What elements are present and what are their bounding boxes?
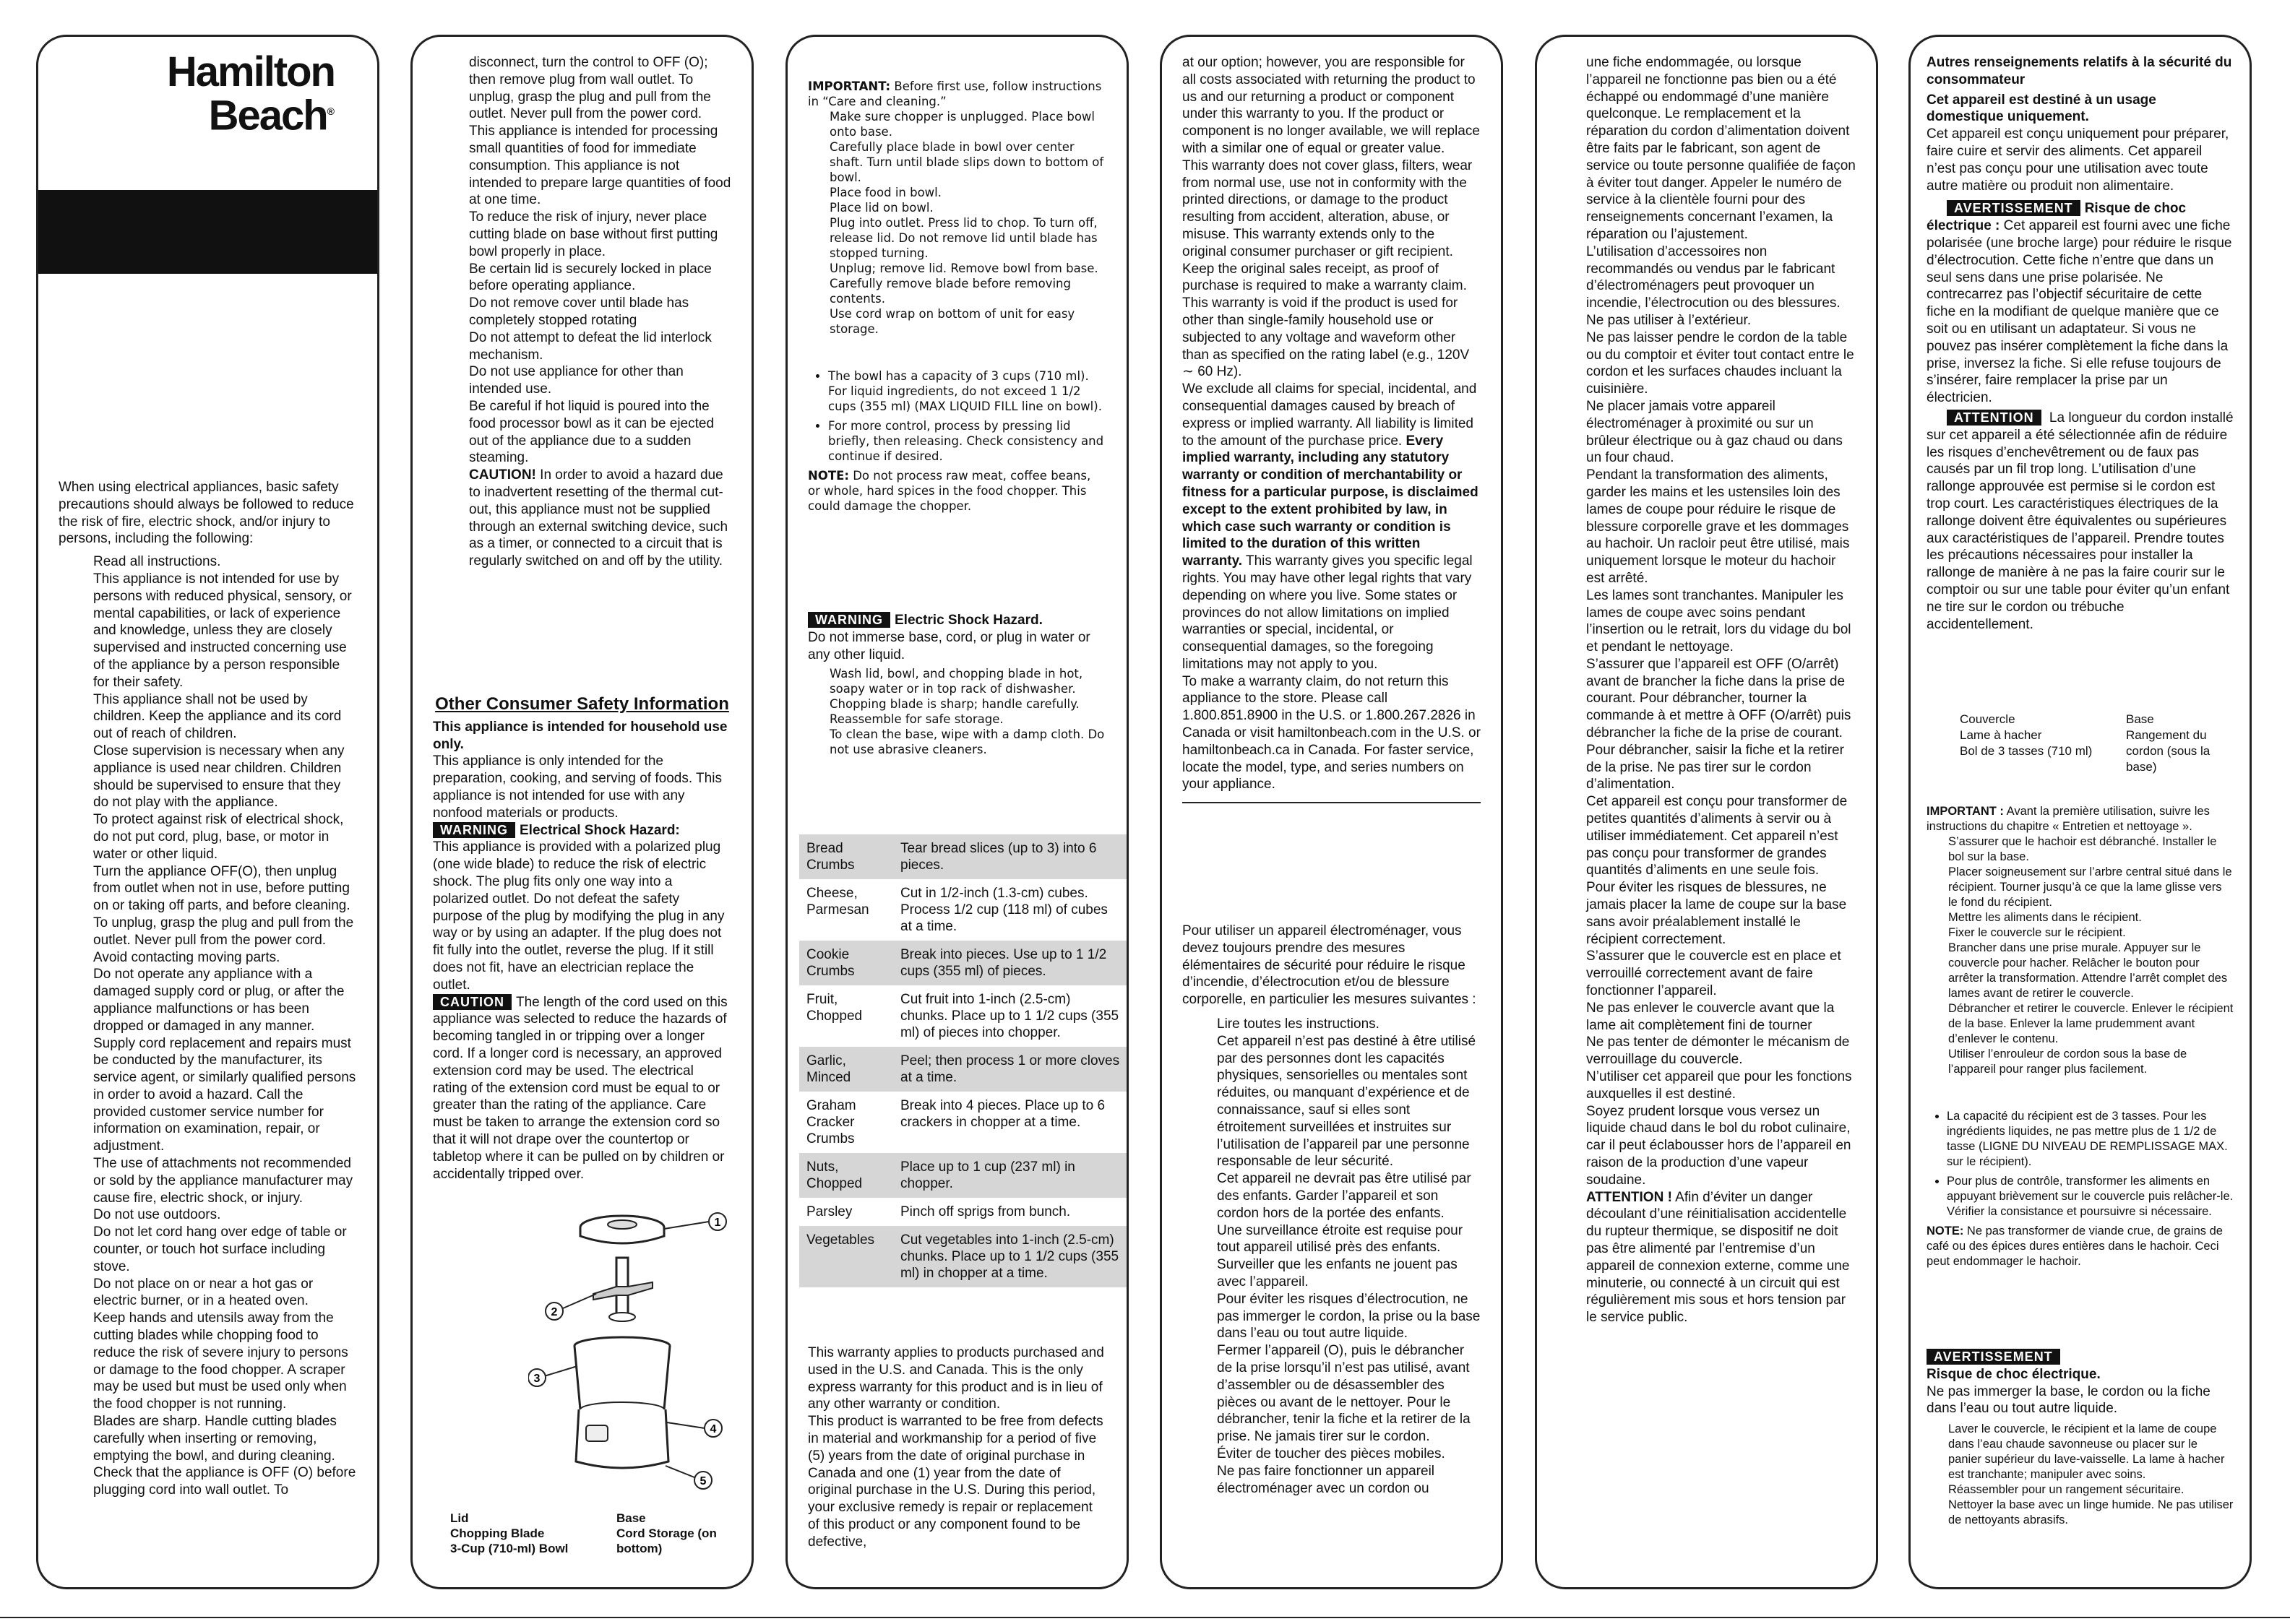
panel-4	[1160, 35, 1503, 1589]
avertissement-text: Cet appareil est fourni avec une fiche polarisée (une broche large) pour réduire le risque d’électrocution. Cette fiche n’entre que dans un seul sens dans une prise polarisée. Ne contrecarrez pas l’objectif sécuritaire de cette fiche en la modifiant de quelque manière que ce soit ou en utilisant un adaptateur. Si vous ne pouvez pas insérer complètement la fiche dans la prise, inversez la fiche. Si elle refuse toujours de s’insérer, faire remplacer la prise par un électricien.	[1927, 218, 2232, 406]
part-label: Chopping Blade	[450, 1526, 545, 1540]
care-step: Réassembler pour un rangement sécuritaire.	[1948, 1483, 2184, 1497]
table-row	[799, 1226, 1128, 1287]
safety-item: To reduce the risk of injury, never place cutting blade on base without first putting bowl properly in place.	[469, 210, 718, 259]
food-instructions: Cut fruit into 1-inch (2.5-cm) chunks. Place up to 1 1/2 cups (355 ml) of pieces into chopper.	[900, 992, 1119, 1040]
other-safety-title: Other Consumer Safety Information	[435, 694, 729, 714]
safety-item: This appliance shall not be used by children. Keep the appliance and its cord out of reach of children.	[93, 691, 342, 742]
callout-2	[546, 1294, 596, 1320]
care-step: To clean the base, wipe with a damp cloth. Do not use abrasive cleaners.	[830, 727, 1105, 757]
french-safety-item: Ne pas faire fonctionner un appareil électroménager avec un cordon ou	[1217, 1463, 1435, 1496]
caution-cord-text: The length of the cord used on this appliance was selected to reduce the hazards of becoming tangled in or tripping over a longer cord. If a longer cord is necessary, an approved extension cord may be used. The electrical rating of the extension cord must be equal to or greater than the rating of the appliance. Care must be taken to arrange the extension cord so that it will not drape over the countertop or tabletop where it can be pulled on by children or accidentally tripped over.	[433, 994, 728, 1182]
french-safety-item: Une surveillance étroite est requise pour tout appareil utilisé près des enfants. Surveiller que les enfants ne jouent pas avec l’appareil.	[1217, 1222, 1463, 1290]
callout-5-label: 5	[700, 1475, 707, 1487]
safety-item: Do not place on or near a hot gas or electric burner, or in a heated oven.	[93, 1276, 314, 1309]
callout-2-label: 2	[551, 1306, 558, 1318]
warranty-continued	[1182, 54, 1481, 803]
food-instructions: Place up to 1 cup (237 ml) in chopper.	[893, 1153, 1128, 1198]
attention-tag: ATTENTION	[1947, 410, 2041, 426]
part-label: Lid	[450, 1511, 469, 1525]
attention-cord-text: La longueur du cordon installé sur cet appareil a été sélectionnée afin de réduire les risques d’enchevêtrement ou de faux pas causés par un fil trop long. L’utilisation d’une rallonge approuvée est permise si le cordon est trop court. Les caractéristiques électriques de la rallonge doivent être équivalentes ou supérieures aux caractéristiques de l’appareil. Prendre toutes les précautions nécessaires pour installer la rallonge de manière à ne pas la faire courir sur le comptoir ou sur une table pour éviter qu’un enfant ne tire sur le cordon ou trébuche accidentellement.	[1927, 410, 2234, 632]
french-parts-list	[1960, 712, 2234, 775]
usage-step: Brancher dans une prise murale. Appuyer sur le couvercle pour hacher. Relâcher le bouton pour arrêter la transformation. Attendre l’arrêt complet des lames avant de retirer le couvercle.	[1948, 941, 2228, 1000]
french-safety-item: Pendant la transformation des aliments, garder les mains et les ustensiles loin des lames de coupe pour réduire le risque de blessure corporelle grave et les dommages au hachoir. Un racloir peut être utilisé, mais uniquement lorsque le moteur du hachoir est arrêté.	[1586, 467, 1850, 586]
safety-item: Do not let cord hang over edge of table or counter, or touch hot surface including stove.	[93, 1225, 347, 1274]
callout-1-label: 1	[714, 1217, 721, 1229]
caution-tag: CAUTION	[433, 994, 512, 1010]
safety-item: Do not operate any appliance with a damaged supply cord or plug, or after the appliance malfunctions or has been dropped or damaged in any manner. Supply cord replacement and repairs must be conducted by the manufacturer, its service agent, or similarly qualified persons in order to avoid a hazard. Call the provided customer service number for information on examination, repair, or adjustment.	[93, 967, 356, 1154]
usage-step: Utiliser l’enrouleur de cordon sous la base de l’appareil pour ranger plus facilement.	[1948, 1048, 2187, 1076]
food-name: Bread Crumbs	[799, 834, 893, 879]
safety-item: Be certain lid is securely locked in place before operating appliance.	[469, 261, 712, 294]
table-row	[799, 1092, 1128, 1153]
panel-6	[1908, 35, 2252, 1589]
warranty-paragraph: This warranty applies to products purchased and used in the U.S. and Canada. This is the only express warranty for this product and is in lieu of any other warranty or condition.	[808, 1345, 1104, 1412]
logo-line-1: Hamilton	[166, 48, 335, 95]
french-safety-item: Pour éviter les risques d’électrocution, ne pas immerger le cordon, la prise ou la base dans l’eau ou tout autre liquide.	[1217, 1291, 1481, 1342]
food-instructions: Cut in 1/2-inch (1.3-cm) cubes. Process 1/2 cup (118 ml) of cubes at a time.	[900, 886, 1108, 934]
food-instructions: Cut vegetables into 1-inch (2.5-cm) chunks. Place up to 1 1/2 cups (355 ml) in chopper at a time.	[893, 1226, 1128, 1287]
french-safety-item: L’utilisation d’accessoires non recommandés ou vendus par le fabricant d’électroménagers peut provoquer un incendie, l’électrocution ou des blessures.	[1586, 243, 1841, 311]
french-safety-item: Pour éviter les risques de blessures, ne jamais placer la lame de coupe sur la base sans avoir préalablement installé le récipient correctement.	[1586, 880, 1847, 947]
attention-text: Afin d’éviter un danger découlant d’une réinitialisation accidentelle du rupteur thermique, se dispositif ne doit pas être alimenté par l’entremise d’un appareil de connexion externe, comme une minuterie, ou connecté à un circuit qui est régulièrement mis sous et hors tension par le service public.	[1586, 1189, 1850, 1326]
french-safety-item: Cet appareil n’est pas destiné à être utilisé par des personnes dont les capacités physiques, sensorielles ou mentales sont réduites, ou manquant d’expérience et de connaissance, sauf si elles sont étroitement surveillées et instruites sur l’utilisation de l’appareil par une personne responsable de leur sécurité.	[1217, 1033, 1476, 1170]
safety-item: Keep hands and utensils away from the cutting blades while chopping food to reduce the risk of severe injury to persons or damage to the food chopper. A scraper may be used but must be used only when the food chopper is not running.	[93, 1310, 348, 1412]
tip-bullet: • Pour plus de contrôle, transformer les aliments en appuyant brièvement sur le couvercle puis relâcher-le. Vérifier la consistance et poursuivre si nécessaire.	[1947, 1174, 2234, 1219]
blade-drawing	[593, 1258, 653, 1321]
chopper-illustration	[528, 1193, 745, 1496]
callout-5	[666, 1466, 712, 1489]
warranty-paragraph: This product is warranted to be free from defects in material and workmanship for a period of five (5) years from the date of original purchase in Canada and one (1) year from the date of original purchase in the U.S. During this period, your exclusive remedy is repair or replacement of this product or any component found to be defective,	[808, 1414, 1103, 1550]
safety-intro-block	[59, 479, 357, 1499]
part-label: Rangement du cordon (sous la base)	[2126, 728, 2211, 774]
french-household-heading: Cet appareil est destiné à un usage domestique uniquement.	[1927, 92, 2156, 125]
safety-item: Turn the appliance OFF(O), then unplug from outlet when not in use, before putting on or taking off parts, and before cleaning. To unplug, grasp the plug and pull from the outlet. Never pull from the power cord.	[93, 863, 354, 948]
french-intro: Pour utiliser un appareil électroménager, vous devez toujours prendre des mesures élémentaires de sécurité pour réduire le risque d’incendie, d’électrocution et/ou de blessure corporelle, en particulier les mesures suivantes :	[1182, 923, 1476, 1008]
usage-step: Carefully place blade in bowl over center shaft. Turn until blade slips down to bottom of bowl.	[830, 140, 1104, 184]
french-safety-item: Ne pas enlever le couvercle avant que la lame ait complètement fini de tourner	[1586, 1000, 1835, 1033]
food-name: Cookie Crumbs	[799, 941, 893, 985]
avertissement-tag: AVERTISSEMENT	[1927, 1349, 2060, 1365]
safety-item: To protect against risk of electrical shock, do not put cord, plug, base, or motor in water or other liquid.	[93, 812, 344, 862]
avertissement-heading: Risque de choc électrique.	[1927, 1366, 2101, 1382]
usage-block	[808, 79, 1106, 514]
usage-step: S’assurer que le hachoir est débranché. Installer le bol sur la base.	[1948, 835, 2217, 863]
usage-step: Placer soigneusement sur l’arbre central situé dans le récipient. Tourner jusqu’à ce que la lame glisse vers le fond du récipient.	[1948, 865, 2232, 909]
french-safety-item: S’assurer que le couvercle est en place et verrouillé correctement avant de faire fonctionner l’appareil.	[1586, 949, 1841, 999]
french-safety-item: Soyez prudent lorsque vous versez un liquide chaud dans le bol du robot culinaire, car il peut éclabousser hors de l’appareil en raison de la production d’une vapeur soudaine.	[1586, 1103, 1851, 1188]
safety-item: disconnect, turn the control to OFF (O); then remove plug from wall outlet. To unplug, grasp the plug and pull from the outlet. Never pull from the power cord.	[469, 55, 711, 122]
warning-text: This appliance is provided with a polarized plug (one wide blade) to reduce the risk of electric shock. The plug fits only one way into a polarized outlet. Do not defeat the safety purpose of the plug by modifying the plug in any way or by using an adapter. If the plug does not fit fully into the outlet, reverse the plug. If it still does not fit, have an electrician replace the outlet.	[433, 839, 725, 993]
warranty-rights: This warranty gives you specific legal rights. You may have other legal rights that vary depending on where you live. Some states or provinces do not allow limitations on implied warranties or special, incidental, or consequential damages, so the foregoing limitations may not apply to you.	[1182, 553, 1473, 672]
panel-3	[785, 35, 1129, 1589]
important-text: Before first use, follow instructions in “Care and cleaning.”	[808, 79, 1102, 108]
french-other-title: Autres renseignements relatifs à la sécurité du consommateur	[1927, 55, 2232, 87]
logo-line-2: Beach	[208, 92, 327, 139]
french-safety-item: Éviter de toucher des pièces mobiles.	[1217, 1446, 1445, 1461]
panel-5	[1535, 35, 1878, 1589]
note-text: Do not process raw meat, coffee beans, or whole, hard spices in the food chopper. This could damage the chopper.	[808, 469, 1091, 513]
care-step: Laver le couvercle, le récipient et la lame de coupe dans l’eau chaude savonneuse ou placer sur le panier supérieur du lave-vaisselle. La lame à hacher est tranchante; manipuler avec soins.	[1948, 1422, 2225, 1482]
tip-bullet: • La capacité du récipient est de 3 tasses. Pour les ingrédients liquides, ne pas mettre plus de 1 1/2 de tasse (LIGNE DU NIVEAU DE REMPLISSAGE MAX. sur le récipient).	[1947, 1109, 2234, 1170]
french-safety-block	[1182, 923, 1481, 1497]
care-step: Wash lid, bowl, and chopping blade in hot, soapy water or in top rack of dishwasher. Chopping blade is sharp; handle carefully.	[830, 667, 1083, 712]
food-instructions: Pinch off sprigs from bunch.	[900, 1204, 1071, 1219]
food-instructions: Break into 4 pieces. Place up to 6 crackers in chopper at a time.	[900, 1098, 1106, 1130]
usage-step: Fixer le couvercle sur le récipient.	[1948, 926, 2126, 939]
part-label: Couvercle	[1960, 712, 2015, 726]
usage-step: Place lid on bowl.	[830, 201, 934, 215]
warranty-claim: To make a warranty claim, do not return this appliance to the store. Please call 1.800.851.8900 in the U.S. or 1.800.267.2826 in Canada or visit hamiltonbeach.com in the U.S. or hamiltonbeach.ca in Canada. For faster service, locate the model, type, and series numbers on your appliance.	[1182, 673, 1481, 792]
callout-4-label: 4	[710, 1423, 717, 1435]
food-name: Graham Cracker Crumbs	[806, 1098, 856, 1146]
french-other-safety	[1927, 54, 2234, 633]
bowl-drawing	[574, 1337, 670, 1417]
important-lead: IMPORTANT:	[808, 79, 891, 93]
callout-1	[664, 1213, 726, 1230]
part-label: 3-Cup (710-ml) Bowl	[450, 1542, 569, 1555]
warranty-exclusions: We exclude all claims for special, incidental, and consequential damages caused by breach of express or implied warranty. All liability is limited to the amount of the purchase price.	[1182, 381, 1477, 449]
cleaning-block	[808, 612, 1106, 757]
avertissement-text: Ne pas immerger la base, le cordon ou la fiche dans l’eau ou tout autre liquide.	[1927, 1383, 2211, 1417]
part-label: Lame à hacher	[1960, 728, 2042, 742]
table-row	[799, 834, 1128, 879]
food-name: Garlic, Minced	[799, 1047, 893, 1092]
warning-text: Do not immerse base, cord, or plug in water or any other liquid.	[808, 629, 1090, 662]
callout-3-label: 3	[533, 1373, 541, 1385]
safety-item: Avoid contacting moving parts.	[93, 949, 280, 965]
french-safety-item: Cet appareil ne devrait pas être utilisé par des enfants. Garder l’appareil et son cordon hors de la portée des enfants.	[1217, 1171, 1471, 1221]
safety-item: The use of attachments not recommended or sold by the appliance manufacturer may cause fire, electric shock, or injury.	[93, 1156, 353, 1206]
safety-item: Read all instructions.	[93, 554, 221, 570]
household-use-text: This appliance is only intended for the preparation, cooking, and serving of foods. This appliance is not intended for use with any nonfood materials or products.	[433, 753, 722, 821]
attention-lead: ATTENTION !	[1586, 1189, 1672, 1205]
french-safety-item: Les lames sont tranchantes. Manipuler les lames de coupe avec soins pendant l’insertion ou le retrait, lors du vidage du bol et pendant le nettoyage.	[1586, 587, 1851, 655]
french-safety-item: Cet appareil est conçu pour transformer de petites quantités d’aliments à servir ou à utiliser immédiatement. Cet appareil n’est pas conçu pour transformer de grandes quantités d’aliments en une seule fois.	[1586, 794, 1848, 878]
safety-item: This appliance is not intended for use by persons with reduced physical, sensory, or mental capabilities, or lack of experience and knowledge, unless they are closely supervised and instructed concerning use of the appliance by a person responsible for their safety.	[93, 571, 352, 690]
lid-drawing	[580, 1216, 664, 1243]
warning-tag: WARNING	[433, 822, 515, 838]
food-instructions: Tear bread slices (up to 3) into 6 pieces.	[893, 834, 1128, 879]
callout-3	[528, 1366, 577, 1386]
safety-item: Do not use outdoors.	[93, 1207, 221, 1223]
french-safety-continued	[1557, 54, 1856, 1326]
usage-step: Débrancher et retirer le couvercle. Enlever le récipient de la base. Enlever la lame prudemment avant d’enlever le contenu.	[1948, 1002, 2234, 1045]
tip-bullet: • For more control, process by pressing lid briefly, then releasing. Check consistency and continue if desired.	[828, 418, 1106, 464]
logo-mark: ®	[327, 105, 335, 117]
title-bar	[38, 190, 377, 274]
french-safety-item: N’utiliser cet appareil que pour les fonctions auxquelles il est destiné.	[1586, 1069, 1852, 1102]
french-cleaning-block	[1927, 1349, 2234, 1528]
usage-step: Mettre les aliments dans le récipient.	[1948, 911, 2142, 924]
avertissement-tag: AVERTISSEMENT	[1947, 200, 2080, 216]
panel-1	[36, 35, 379, 1589]
food-name: Parsley	[806, 1204, 853, 1219]
caution-text: In order to avoid a hazard due to inadvertent resetting of the thermal cut-out, this appliance must not be supplied through an external switching device, such as a timer, or connected to a circuit that is regularly switched on and off by the utility.	[469, 467, 728, 569]
french-safety-item: Ne pas tenter de démonter le mécanism de verrouillage du couvercle.	[1586, 1035, 1850, 1068]
warning-tag: WARNING	[808, 612, 890, 628]
food-table	[799, 834, 1128, 1287]
french-safety-item: Lire toutes les instructions.	[1217, 1016, 1379, 1032]
food-name: Fruit, Chopped	[806, 992, 863, 1024]
usage-step: Place food in bowl.	[830, 186, 942, 199]
other-safety-block	[433, 696, 731, 1183]
important-text: Avant la première utilisation, suivre les instructions du chapitre « Entretien et nettoyage ».	[1927, 805, 2210, 833]
french-usage-block	[1927, 804, 2234, 1269]
table-row	[799, 941, 1128, 985]
care-step: Nettoyer la base avec un linge humide. Ne pas utiliser de nettoyants abrasifs.	[1948, 1498, 2234, 1527]
french-safety-item: une fiche endommagée, ou lorsque l’appareil ne fonctionne pas bien ou a été échappé ou endommagé d’une manière quelconque. Le remplacement et la réparation du cordon d’alimentation doivent être faits par le fabricant, son agent de service ou toute personne qualifiée de façon à éviter tout danger. Appeler le numéro de service à la clientèle fourni pour des renseignements concernant l’examen, la réparation ou l’ajustement.	[1586, 55, 1856, 242]
table-row	[799, 879, 1128, 941]
bottom-trim-line	[0, 1617, 2290, 1618]
safety-item: Do not attempt to defeat the lid interlock mechanism.	[469, 329, 712, 363]
food-instructions: Break into pieces. Use up to 1 1/2 cups (355 ml) of pieces.	[893, 941, 1128, 985]
part-label: Base	[616, 1511, 646, 1525]
usage-step: Plug into outlet. Press lid to chop. To turn off, release lid. Do not remove lid until blade has stopped turning.	[830, 216, 1098, 260]
table-row	[799, 1153, 1128, 1198]
warning-heading: Electrical Shock Hazard:	[520, 822, 680, 838]
french-safety-item: Fermer l’appareil (O), puis le débrancher de la prise lorsqu’il n’est pas utilisé, avant d’assembler ou de désassembler des pièces ou avant de le nettoyer. Pour le débrancher, tenir la fiche et la retirer de la prise. Ne jamais tirer sur le cordon.	[1217, 1343, 1471, 1445]
french-safety-item: Ne placer jamais votre appareil électroménager à proximité ou sur un brûleur électrique ou à gaz chaud ou dans un four chaud.	[1586, 398, 1843, 466]
tip-bullet: • The bowl has a capacity of 3 cups (710 ml). For liquid ingredients, do not exceed 1 1/2 cups (355 ml) (MAX LIQUID FILL line on bowl).	[828, 368, 1106, 414]
safety-intro: When using electrical appliances, basic safety precautions should always be followed to reduce the risk of fire, electric shock, and/or injury to persons, including the following:	[59, 480, 354, 547]
usage-step: Unplug; remove lid. Remove bowl from base. Carefully remove blade before removing contents.	[830, 262, 1098, 306]
safety-item: This appliance is intended for processing small quantities of food for immediate consumption. This appliance is not intended to prepare large quantities of food at one time.	[469, 124, 731, 208]
avertissement-heading: Risque de choc électrique :	[1927, 201, 2187, 234]
safety-item: Check that the appliance is OFF (O) before plugging cord into wall outlet. To	[93, 1465, 356, 1498]
callout-4	[667, 1420, 722, 1437]
part-label: Cord Storage (on bottom)	[616, 1526, 717, 1555]
safety-item: Blades are sharp. Handle cutting blades carefully when inserting or removing, emptying the bowl, and during cleaning.	[93, 1414, 337, 1464]
care-step: Reassemble for safe storage.	[830, 712, 1004, 727]
french-safety-item: Ne pas laisser pendre le cordon de la table ou du comptoir et éviter tout contact entre le cordon et les surfaces chaudes incluant la cuisinière.	[1586, 329, 1854, 397]
warranty-block	[808, 1344, 1106, 1551]
note-lead: NOTE:	[1927, 1225, 1964, 1238]
french-household-text: Cet appareil est conçu uniquement pour préparer, faire cuire et servir des aliments. Cet appareil n’est pas conçu pour une utilisation avec toute autre matière ou produit non alimentaire.	[1927, 126, 2229, 194]
food-name: Cheese, Parmesan	[806, 886, 869, 917]
food-chart	[799, 834, 1128, 1287]
part-label: Bol de 3 tasses (710 ml)	[1960, 744, 2093, 758]
panel-2	[410, 35, 754, 1589]
table-row	[799, 985, 1128, 1047]
warning-heading: Electric Shock Hazard.	[895, 613, 1043, 628]
hamilton-beach-logo	[38, 48, 335, 139]
note-text: Ne pas transformer de viande crue, de grains de café ou des épices dures entières dans le hachoir. Ceci peut endommager le hachoir.	[1927, 1225, 2223, 1268]
warranty-paragraph: at our option; however, you are responsible for all costs associated with returning the product to us and our returning a product or component under this warranty to you. If the product or component is no longer available, we will replace with a similar one of equal or greater value.	[1182, 55, 1480, 156]
food-name: Nuts, Chopped	[799, 1153, 893, 1198]
part-label: Base	[2126, 712, 2154, 726]
french-safety-item: S’assurer que l’appareil est OFF (O/arrêt) avant de brancher la fiche dans la prise de courant. Pour débrancher, tourner la commande à et mettre à OFF (O/arrêt) puis débrancher la fiche de la prise de courant. Pour débrancher, saisir la fiche et la retirer de la prise. Ne pas tirer sur le cordon d’alimentation.	[1586, 656, 1851, 792]
warranty-paragraph: This warranty does not cover glass, filters, wear from normal use, use not in conformity with the printed directions, or damage to the product resulting from accident, alteration, abuse, or misuse. This warranty extends only to the original consumer purchaser or gift recipient. Keep the original sales receipt, as proof of purchase is required to make a warranty claim. This warranty is void if the product is used for other than single-family household use or subjected to any voltage and waveform other than as specified on the rating label (e.g., 120V ∼ 60 Hz).	[1182, 157, 1473, 380]
important-lead: IMPORTANT :	[1927, 805, 2004, 818]
table-row	[799, 1198, 1128, 1226]
food-instructions: Peel; then process 1 or more cloves at a time.	[893, 1047, 1128, 1092]
food-name: Vegetables	[799, 1226, 893, 1287]
parts-list	[450, 1511, 739, 1556]
table-row	[799, 1047, 1128, 1092]
safety-item: Do not use appliance for other than intended use.	[469, 364, 684, 397]
caution-lead: CAUTION!	[469, 467, 536, 483]
french-safety-item: Ne pas utiliser à l’extérieur.	[1586, 312, 1752, 328]
usage-step: Use cord wrap on bottom of unit for easy storage.	[830, 307, 1075, 336]
safety-item: Do not remove cover until blade has completely stopped rotating	[469, 295, 689, 328]
warranty-disclaimer: Every implied warranty, including any statutory warranty or condition of merchantability or fitness for a particular purpose, is disclaimed except to the extent prohibited by law, in which case such warranty or condition is limited to the duration of this written warranty.	[1182, 433, 1478, 569]
usage-step: Make sure chopper is unplugged. Place bowl onto base.	[830, 110, 1096, 139]
safety-continued	[433, 54, 731, 570]
base-drawing	[576, 1409, 668, 1468]
safety-item: Close supervision is necessary when any appliance is used near children. Children should be supervised to ensure that they do not play with the appliance.	[93, 743, 345, 811]
note-lead: NOTE:	[808, 469, 849, 483]
safety-item: Be careful if hot liquid is poured into the food processor bowl as it can be ejected out of the appliance due to a sudden steaming.	[469, 398, 715, 466]
household-use-heading: This appliance is intended for household use only.	[433, 719, 728, 752]
